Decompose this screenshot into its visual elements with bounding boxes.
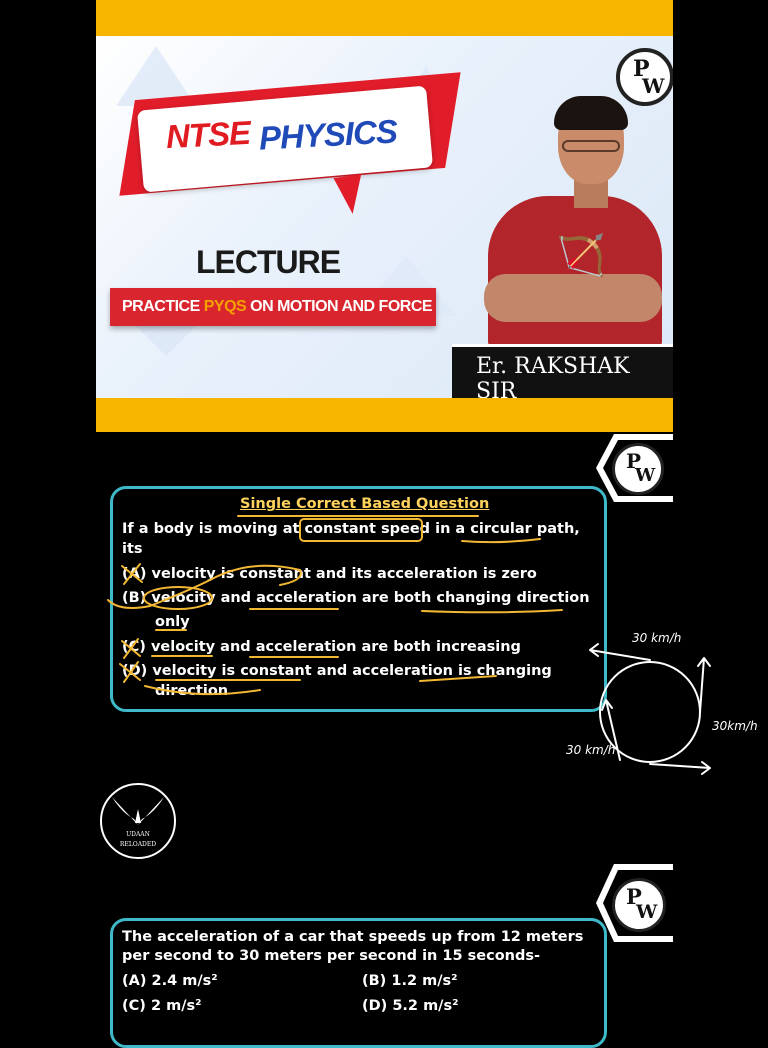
lecture-thumbnail xyxy=(96,0,673,432)
presenter-hair xyxy=(554,96,628,130)
question2-option-d[interactable]: (D) 5.2 m/s² xyxy=(362,998,459,1014)
right-speed-label: 30km/h xyxy=(712,719,758,733)
pw-logo-icon: P W xyxy=(612,443,664,495)
question-stem-line2: its xyxy=(122,541,143,557)
option-a[interactable]: (A) velocity is constant and its acceleration is zero xyxy=(122,566,537,582)
left-speed-label: 30 km/h xyxy=(566,743,616,757)
practice-text-b: ON MOTION AND FORCE xyxy=(246,298,433,315)
option-c[interactable]: (C) velocity and acceleration are both increasing xyxy=(122,639,521,655)
practice-highlight: PYQS xyxy=(203,298,247,315)
option-d-continued: direction xyxy=(155,683,229,699)
question2-option-b[interactable]: (B) 1.2 m/s² xyxy=(362,973,458,989)
wings-icon xyxy=(108,793,168,827)
presenter-glasses xyxy=(562,140,620,152)
question2-stem-line1: The acceleration of a car that speeds up from 12 meters xyxy=(122,929,584,945)
pw-logo-icon: P W xyxy=(616,48,673,106)
presenter-name: Er. RAKSHAK SIR xyxy=(476,354,630,398)
title-card-tail xyxy=(333,174,366,216)
top-speed-label: 30 km/h xyxy=(632,631,682,645)
option-d[interactable]: (D) velocity is constant and acceleration is changing xyxy=(122,663,552,679)
question-stem-line1: If a body is moving at constant speed in a circular path, xyxy=(122,521,580,537)
question2-stem-line2: per second to 30 meters per second in 15 seconds- xyxy=(122,948,541,964)
practice-banner xyxy=(110,288,436,326)
pw-logo-icon: P W xyxy=(612,878,666,932)
question2-option-c[interactable]: (C) 2 m/s² xyxy=(122,998,202,1014)
watermark-line1: UDAAN xyxy=(126,831,150,838)
option-b[interactable]: (B) velocity and acceleration are both changing direction xyxy=(122,590,590,606)
thumbnail-background xyxy=(96,36,673,398)
archer-icon: 🏹 xyxy=(556,234,606,278)
title-ntse: NTSE xyxy=(165,113,251,156)
title-physics: PHYSICS xyxy=(258,112,398,157)
option-b-continued: only xyxy=(155,614,190,630)
lecture-label: LECTURE xyxy=(196,244,341,280)
practice-text-a: PRACTICE xyxy=(122,298,204,315)
question2-option-a[interactable]: (A) 2.4 m/s² xyxy=(122,973,218,989)
question-heading: Single Correct Based Question xyxy=(240,496,490,512)
udaan-watermark xyxy=(100,783,176,859)
watermark-line2: RELOADED xyxy=(119,841,157,848)
presenter-arms xyxy=(484,274,662,322)
